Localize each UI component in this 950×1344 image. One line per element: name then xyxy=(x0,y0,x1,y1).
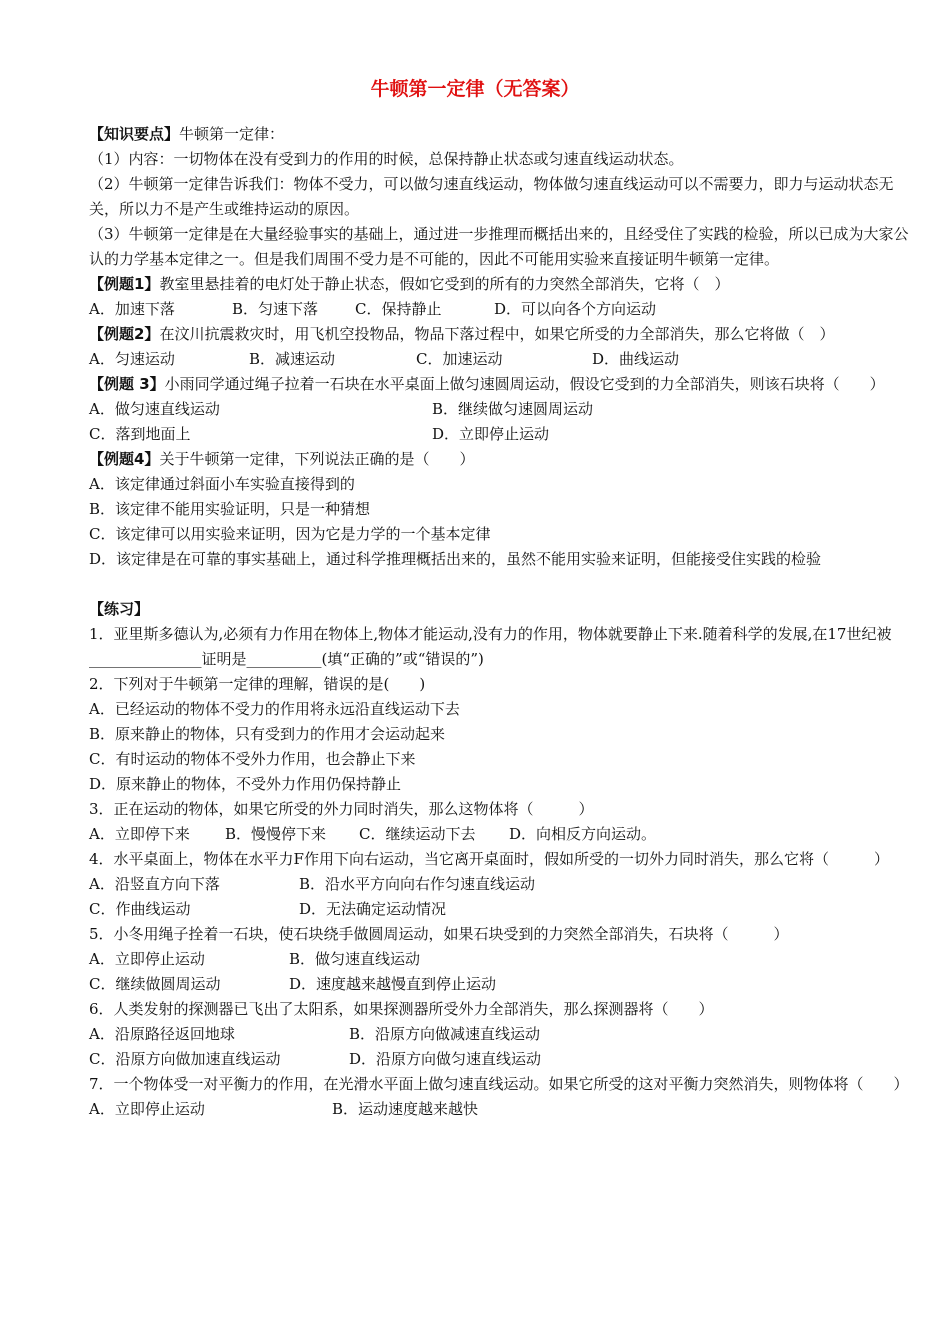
practice-question: 7．一个物体受一对平衡力的作用，在光滑水平面上做匀速直线运动。如果它所受的这对平衡力突然消失，则物体将（ ） xyxy=(89,1075,909,1093)
option: B．该定律不能用实验证明，只是一种猜想 xyxy=(89,500,371,518)
option-row xyxy=(89,1022,911,1047)
option: C．保持静止 xyxy=(355,300,442,318)
option: B．做匀速直线运动 xyxy=(289,950,421,968)
option: A．立即停下来 xyxy=(89,825,190,843)
practice-heading xyxy=(89,597,911,622)
question-text: 小雨同学通过绳子拉着一石块在水平桌面上做匀速圆周运动，假设它受到的力全部消失，则该石块将（ ） xyxy=(164,375,885,393)
option: D．向相反方向运动。 xyxy=(509,825,657,843)
option: C．落到地面上 xyxy=(89,425,191,443)
section-label: 【知识要点】 xyxy=(89,125,180,143)
option: B．原来静止的物体，只有受到力的作用才会运动起来 xyxy=(89,725,446,743)
page-title: 牛顿第一定律（无答案） xyxy=(370,78,580,100)
example-label: 【例题1】 xyxy=(89,275,160,293)
option: B．减速运动 xyxy=(249,350,336,368)
option: A．匀速运动 xyxy=(89,350,175,368)
option: C．该定律可以用实验来证明，因为它是力学的一个基本定律 xyxy=(89,525,491,543)
option: A．做匀速直线运动 xyxy=(89,400,220,418)
option-row xyxy=(89,897,911,922)
example-label: 【例题2】 xyxy=(89,325,160,343)
option-row xyxy=(89,397,911,422)
example-question xyxy=(89,272,911,297)
knowledge-paragraph: （1）内容：一切物体在没有受到力的作用的时候，总保持静止状态或匀速直线运动状态。 xyxy=(89,150,684,168)
option: A．沿原路径返回地球 xyxy=(89,1025,235,1043)
option: D．该定律是在可靠的事实基础上，通过科学推理概括出来的，虽然不能用实验来证明，但能接受住实践的检验 xyxy=(89,550,822,568)
practice-question: 3．正在运动的物体，如果它所受的外力同时消失，那么这物体将（ ） xyxy=(89,800,594,818)
knowledge-heading-text: 牛顿第一定律： xyxy=(179,125,285,143)
option: D．可以向各个方向运动 xyxy=(494,300,657,318)
example-label: 【例题 3】 xyxy=(89,375,165,393)
option: D．立即停止运动 xyxy=(432,425,550,443)
option: A．该定律通过斜面小车实验直接得到的 xyxy=(89,475,355,493)
question-text: 关于牛顿第一定律，下列说法正确的是（ ） xyxy=(159,450,475,468)
option: D．无法确定运动情况 xyxy=(299,900,447,918)
option-row xyxy=(89,422,911,447)
option: C．继续运动下去 xyxy=(359,825,476,843)
practice-question: 2．下列对于牛顿第一定律的理解，错误的是( ) xyxy=(89,675,426,693)
option: B．匀速下落 xyxy=(232,300,319,318)
example-question xyxy=(89,322,911,347)
option: C．加速运动 xyxy=(416,350,503,368)
practice-question: 1．亚里斯多德认为,必须有力作用在物体上,物体才能运动,没有力的作用，物体就要静止下来.随着科学的发展,在17世纪被_______________证明是__________(填“正确的”或“错误的”) xyxy=(89,625,892,668)
knowledge-heading xyxy=(89,122,911,147)
option: C．有时运动的物体不受外力作用，也会静止下来 xyxy=(89,750,416,768)
option: A．已经运动的物体不受力的作用将永远沿直线运动下去 xyxy=(89,700,460,718)
question-text: 教室里悬挂着的电灯处于静止状态，假如它受到的所有的力突然全部消失，它将（ ） xyxy=(159,275,730,293)
option: C．沿原方向做加速直线运动 xyxy=(89,1050,281,1068)
option-row xyxy=(89,972,911,997)
option: B．慢慢停下来 xyxy=(225,825,327,843)
option: A．沿竖直方向下落 xyxy=(89,875,220,893)
option: B．运动速度越来越快 xyxy=(332,1100,479,1118)
question-text: 在汶川抗震救灾时，用飞机空投物品，物品下落过程中，如果它所受的力全部消失，那么它将做（ ） xyxy=(159,325,835,343)
option-row xyxy=(89,1047,911,1072)
spacer xyxy=(89,572,911,597)
option: A．立即停止运动 xyxy=(89,950,205,968)
document-body xyxy=(89,122,911,1122)
section-label: 【练习】 xyxy=(89,600,150,618)
option-row xyxy=(89,872,911,897)
option: D．原来静止的物体，不受外力作用仍保持静止 xyxy=(89,775,402,793)
option-row xyxy=(89,297,911,322)
option-row xyxy=(89,347,911,372)
option-row xyxy=(89,947,911,972)
option: B．沿水平方向向右作匀速直线运动 xyxy=(299,875,536,893)
practice-question: 5．小冬用绳子拴着一石块，使石块绕手做圆周运动，如果石块受到的力突然全部消失，石块将（ ） xyxy=(89,925,789,943)
option: C．继续做圆周运动 xyxy=(89,975,221,993)
option-row xyxy=(89,822,911,847)
knowledge-paragraph: （3）牛顿第一定律是在大量经验事实的基础上，通过进一步推理而概括出来的，且经受住了实践的检验，所以已成为大家公认的力学基本定律之一。但是我们周围不受力是不可能的，因此不可能用实验来直接证明牛顿第一定律。 xyxy=(89,225,909,268)
option: A．加速下落 xyxy=(89,300,175,318)
example-label: 【例题4】 xyxy=(89,450,160,468)
practice-question: 6．人类发射的探测器已飞出了太阳系，如果探测器所受外力全部消失，那么探测器将（ ） xyxy=(89,1000,714,1018)
option-row xyxy=(89,1097,911,1122)
example-question xyxy=(89,447,911,472)
option: A．立即停止运动 xyxy=(89,1100,205,1118)
option: B．继续做匀速圆周运动 xyxy=(432,400,594,418)
practice-question: 4．水平桌面上，物体在水平力F作用下向右运动，当它离开桌面时，假如所受的一切外力同时消失，那么它将（ ） xyxy=(89,850,889,868)
option: D．速度越来越慢直到停止运动 xyxy=(289,975,497,993)
option: D．曲线运动 xyxy=(592,350,680,368)
option: C．作曲线运动 xyxy=(89,900,191,918)
knowledge-paragraph: （2）牛顿第一定律告诉我们：物体不受力，可以做匀速直线运动，物体做匀速直线运动可以不需要力，即力与运动状态无关，所以力不是产生或维持运动的原因。 xyxy=(89,175,894,218)
option: D．沿原方向做匀速直线运动 xyxy=(349,1050,542,1068)
option: B．沿原方向做减速直线运动 xyxy=(349,1025,541,1043)
example-question xyxy=(89,372,911,397)
